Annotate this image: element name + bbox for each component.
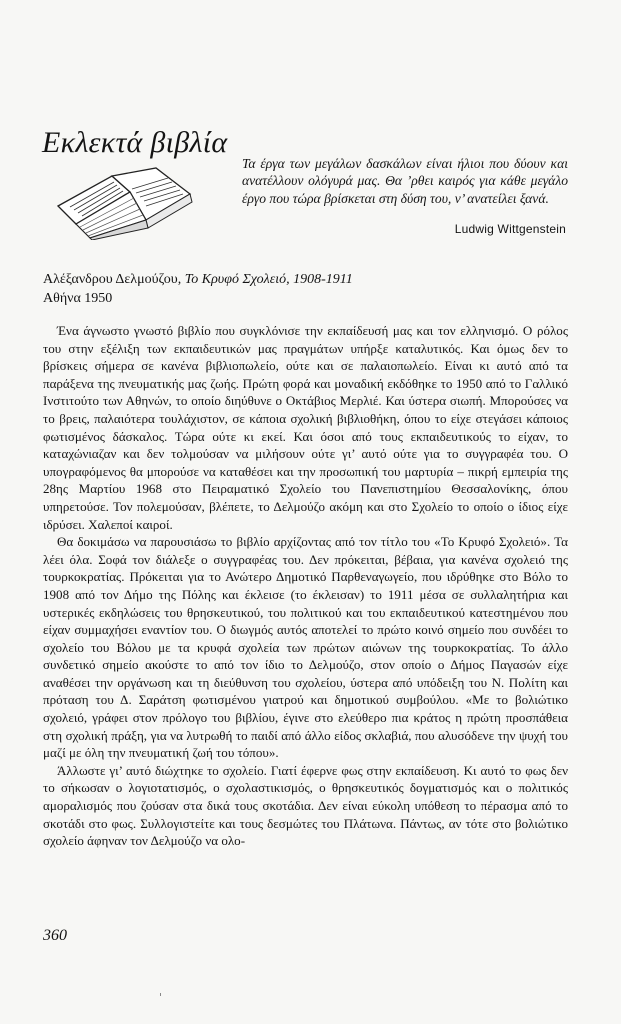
scan-mark (160, 993, 161, 996)
epigraph-quote: Τα έργα των μεγάλων δασκάλων είναι ήλιοι που δύουν και ανατέλλουν ολόγυρά μας. Θα ’ρθει καιρός για κάθε μεγάλο έργο που τώρα βρίσκεται στη δύση του, ν’ ανατείλει ξανά. (242, 156, 568, 206)
paragraph-2: Θα δοκιμάσω να παρουσιάσω το βιβλίο αρχίζοντας από τον τίτλο του «Το Κρυφό Σχολειό». Τα λέει όλα. Σοφά τον διάλεξε ο συγγραφέας του. Δεν πρόκειται, βέβαια, για κανένα σχολειό της τουρκοκρατίας. Πρόκειται για το Ανώτερο Δημοτικό Παρθεναγωγείο, που ιδρύθηκε στο Βόλο το 1908 από τον Δήμο της Πόλης και έκλεισε (το έκλεισαν) το 1911 μέσα σε συλλαλητήρια και υστερικές εκδηλώσεις του θρησκευτικού, του πολιτικού και του εκπαιδευτικού κατεστημένου που είχαν συμμαχήσει εναντίον του. Ο διωγμός αυτός αποτελεί το πρώτο κοινό σημείο που συνδέει το σχολείο του Βόλου με τα κρυφά σχολεία των πρώτων αιώνων της τουρκοκρατίας. Το άλλο συνδετικό σημείο ακούστε το από τον ίδιο το Δελμούζο, στον οποίο ο Δήμος Παγασών είχε αναθέσει την οργάνωση και τη διεύθυνση του σχολείου, ύστερα από υπόδειξη του Ν. Πολίτη και πρόταση του Δ. Σαράτση φωτισμένου γιατρού και δημοτικού συμβούλου. «Με το βολιώτικο σχολειό, γράφει στον πρόλογο του βιβλίου, έγινε στο ελεύθερο πια κράτος η πρώτη προσπάθεια στη σχολική πράξη, για να λυτρωθή το παιδί από άλλο είδος σκλαβιά, που αλυσόδενε την ψυχή του μαζί με όλη την πνευματική ζωή του τόπου». (43, 534, 568, 761)
review-header (43, 270, 353, 308)
review-citation (43, 270, 353, 289)
body-text (43, 322, 568, 850)
review-author: Αλέξανδρου Δελμούζου, (43, 272, 185, 287)
section-title: Εκλεκτά βιβλία (42, 126, 228, 159)
paragraph-3: Άλλωστε γι’ αυτό διώχτηκε το σχολείο. Γιατί έφερνε φως στην εκπαίδευση. Κι αυτό το φως δεν το σήκωσαν ο λογιοτατισμός, ο σχολαστικισμός, ο θρησκευτικός δογματισμός και ο πολιτικός αμοραλισμός που ζούσαν στα δικά τους σκοτάδια. Δεν είναι εύκολη υπόθεση το πέρασμα από το σκοτάδι στο φως. Συλλογιστείτε και τους δεσμώτες του Πλάτωνα. Πάντως, αν τότε στο βολιώτικο σχολείο άφηναν τον Δελμούζο να ολο- (43, 762, 568, 849)
paragraph-1: Ένα άγνωστο γνωστό βιβλίο που συγκλόνισε την εκπαίδευσή μας και τον ελληνισμό. Ο ρόλος του στην εξέλιξη των εκπαιδευτικών μας πραγμάτων υπήρξε καταλυτικός. Και όμως δεν το βρίσκεις σήμερα σε κανένα βιβλιοπωλείο, ούτε και σε παλαιοπωλείο. Είναι κι αυτό από τα παράξενα της πνευματικής μας ζωής. Πρώτη φορά και μοναδική εκδόθηκε το 1950 από το Γαλλικό Ινστιτούτο των Αθηνών, το οποίο διηύθυνε ο Οκτάβιος Μερλιέ. Και ύστερα σιωπή. Μπορούσες να το βρεις, παλαιότερα τουλάχιστον, σε κάποια σχολική βιβλιοθήκη, όπου το είχε στεγάσει κάποιος φωτισμένος δάσκαλος. Τώρα ούτε κι εκεί. Και όσοι από τους εκπαιδευτικούς το είχαν, το καταχώνιαζαν και δεν τολμούσαν να μιλήσουν ούτε γι’ αυτό ούτε για το συγγραφέα του. Ο υπογραφόμενος θα μπορούσε να καταθέσει και την προσωπική του μαρτυρία – πικρή εμπειρία της 28ης Μαρτίου 1968 στο Πειραματικό Σχολείο του Πανεπιστημίου Θεσσαλονίκης, όπου υπηρετούσε. Τον πολεμούσαν, βλέπετε, το Δελμούζο ακόμη και στο Σχολείο το οποίο ο ίδιος είχε ιδρύσει. Χαλεποί καιροί. (43, 323, 568, 532)
open-book-icon (50, 158, 200, 240)
review-publication: Αθήνα 1950 (43, 291, 113, 306)
review-book-title: Το Κρυφό Σχολειό, 1908-1911 (184, 272, 353, 287)
page-number: 360 (43, 927, 67, 944)
epigraph-author: Ludwig Wittgenstein (454, 222, 566, 236)
